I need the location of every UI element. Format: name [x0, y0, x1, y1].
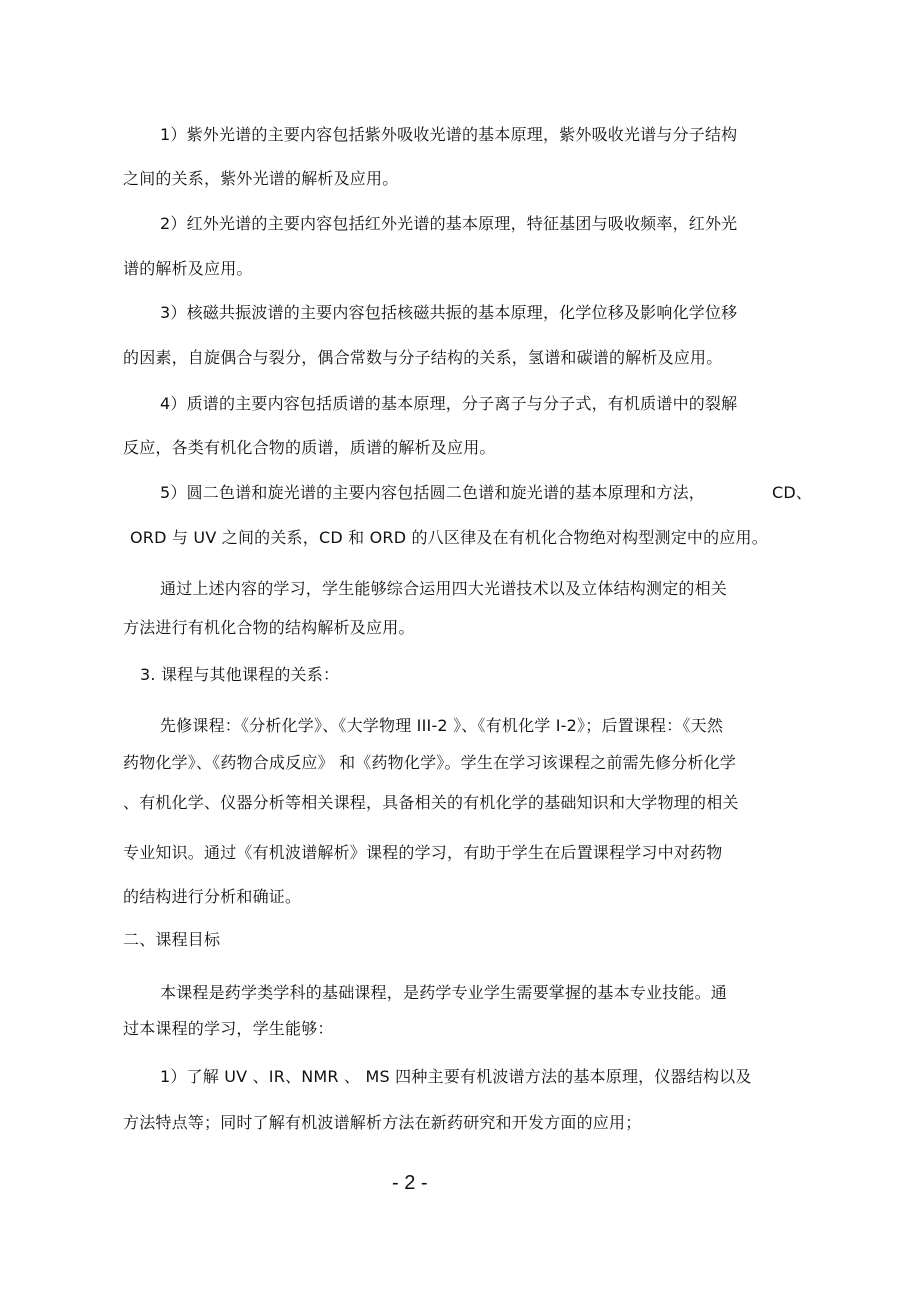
page-number: - 2 - — [392, 1172, 428, 1194]
text-line: 先修课程：《分析化学》、《大学物理 III-2 》、《有机化学 I-2》；后置课程：《天然 — [160, 716, 724, 735]
text-line: 之间的关系，紫外光谱的解析及应用。 — [123, 169, 399, 188]
text-line: 本课程是药学类学科的基础课程，是药学专业学生需要掌握的基本专业技能。通 — [160, 983, 728, 1002]
section-heading: 二、课程目标 — [123, 930, 221, 949]
text-line: 药物化学》、《药物合成反应》 和《药物化学》。学生在学习该课程之前需先修分析化学 — [123, 753, 737, 772]
text-line: 2）红外光谱的主要内容包括红外光谱的基本原理，特征基团与吸收频率，红外光 — [160, 214, 738, 233]
text-line: 方法特点等；同时了解有机波谱解析方法在新药研究和开发方面的应用； — [123, 1113, 642, 1132]
text-line: ORD 与 UV 之间的关系，CD 和 ORD 的八区律及在有机化合物绝对构型测定中的应用。 — [130, 528, 768, 547]
text-line: 3）核磁共振波谱的主要内容包括核磁共振的基本原理，化学位移及影响化学位移 — [160, 303, 738, 322]
text-line: 过本课程的学习，学生能够： — [123, 1019, 334, 1038]
text-line: 5）圆二色谱和旋光谱的主要内容包括圆二色谱和旋光谱的基本原理和方法， — [160, 483, 705, 502]
text-line: 1）了解 UV 、IR、NMR 、 MS 四种主要有机波谱方法的基本原理，仪器结构以及 — [160, 1067, 752, 1086]
text-line: 方法进行有机化合物的结构解析及应用。 — [123, 618, 415, 637]
text-line: CD、 — [772, 483, 813, 502]
text-line: 、有机化学、仪器分析等相关课程，具备相关的有机化学的基础知识和大学物理的相关 — [123, 793, 739, 812]
text-line: 通过上述内容的学习，学生能够综合运用四大光谱技术以及立体结构测定的相关 — [160, 579, 728, 598]
text-line: 谱的解析及应用。 — [123, 259, 253, 278]
section-heading: 3. 课程与其他课程的关系： — [140, 665, 340, 684]
text-line: 4）质谱的主要内容包括质谱的基本原理，分子离子与分子式，有机质谱中的裂解 — [160, 394, 738, 413]
text-line: 1）紫外光谱的主要内容包括紫外吸收光谱的基本原理，紫外吸收光谱与分子结构 — [160, 125, 738, 144]
text-line: 的因素，自旋偶合与裂分，偶合常数与分子结构的关系，氢谱和碳谱的解析及应用。 — [123, 348, 723, 367]
text-line: 反应，各类有机化合物的质谱，质谱的解析及应用。 — [123, 438, 496, 457]
text-line: 的结构进行分析和确证。 — [123, 887, 302, 906]
text-line: 专业知识。通过《有机波谱解析》课程的学习，有助于学生在后置课程学习中对药物 — [123, 843, 723, 862]
